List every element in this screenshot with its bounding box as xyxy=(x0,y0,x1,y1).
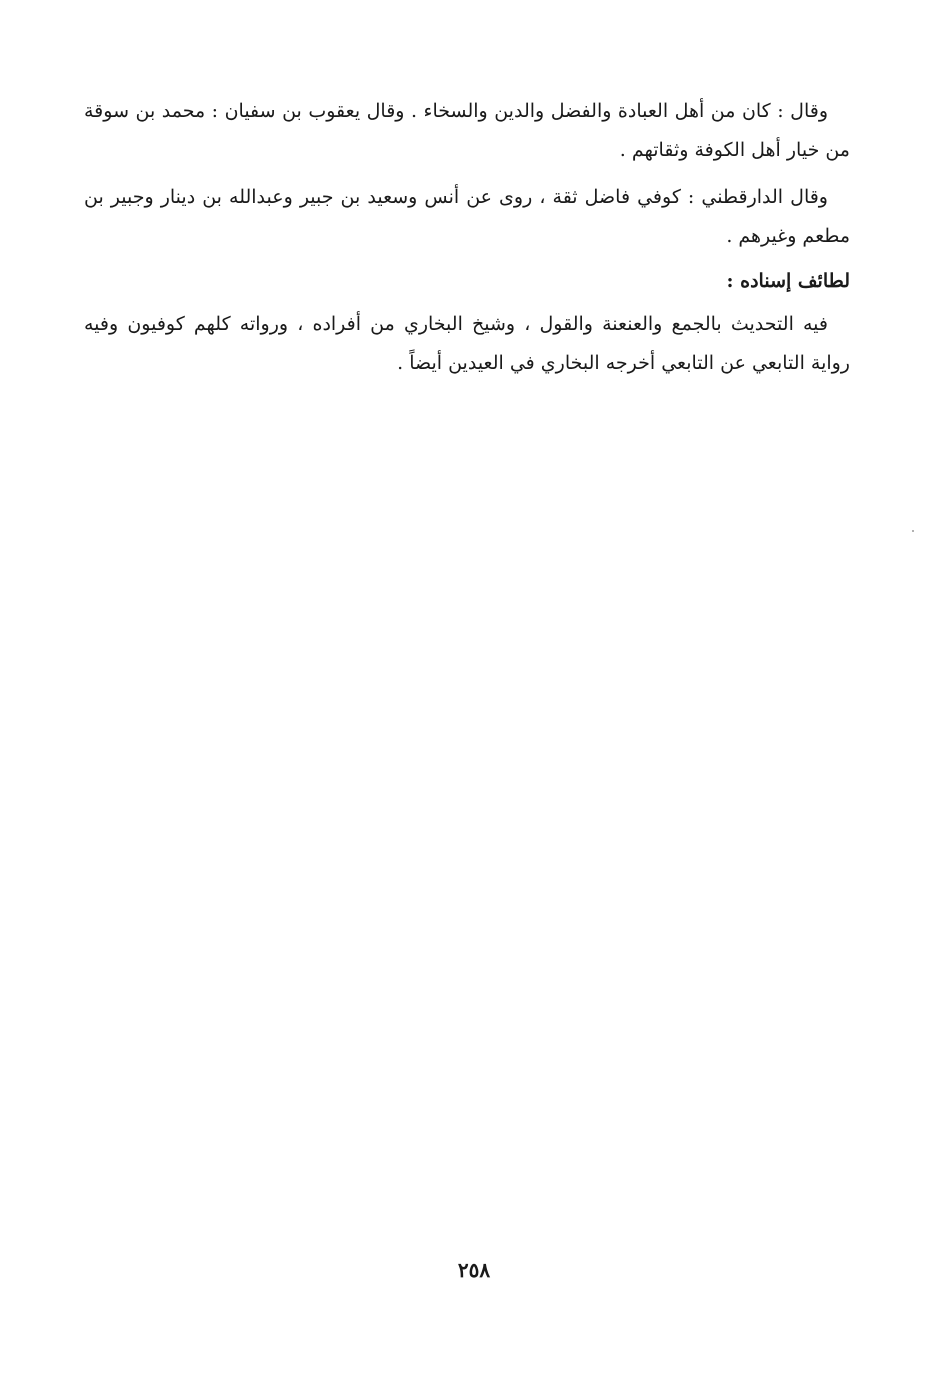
section-heading: لطائف إسناده : xyxy=(726,270,850,292)
paragraph-2 xyxy=(84,178,850,256)
page-number: ٢٥٨ xyxy=(457,1258,491,1282)
scan-speck xyxy=(912,530,914,532)
paragraph-3 xyxy=(84,305,850,383)
paragraph-1 xyxy=(84,92,850,170)
paragraph-1-text: وقال : كان من أهل العبادة والفضل والدين والسخاء . وقال يعقوب بن سفيان : محمد بن سوقة من خيار أهل الكوفة وثقاتهم . xyxy=(84,100,850,161)
paragraph-3-text: فيه التحديث بالجمع والعنعنة والقول ، وشيخ البخاري من أفراده ، ورواته كلهم كوفيون وفيه رواية التابعي عن التابعي أخرجه البخاري في العيدين أيضاً . xyxy=(84,313,850,374)
paragraph-2-text: وقال الدارقطني : كوفي فاضل ثقة ، روى عن أنس وسعيد بن جبير وعبدالله بن دينار وجبير بن مطعم وغيرهم . xyxy=(84,186,850,247)
